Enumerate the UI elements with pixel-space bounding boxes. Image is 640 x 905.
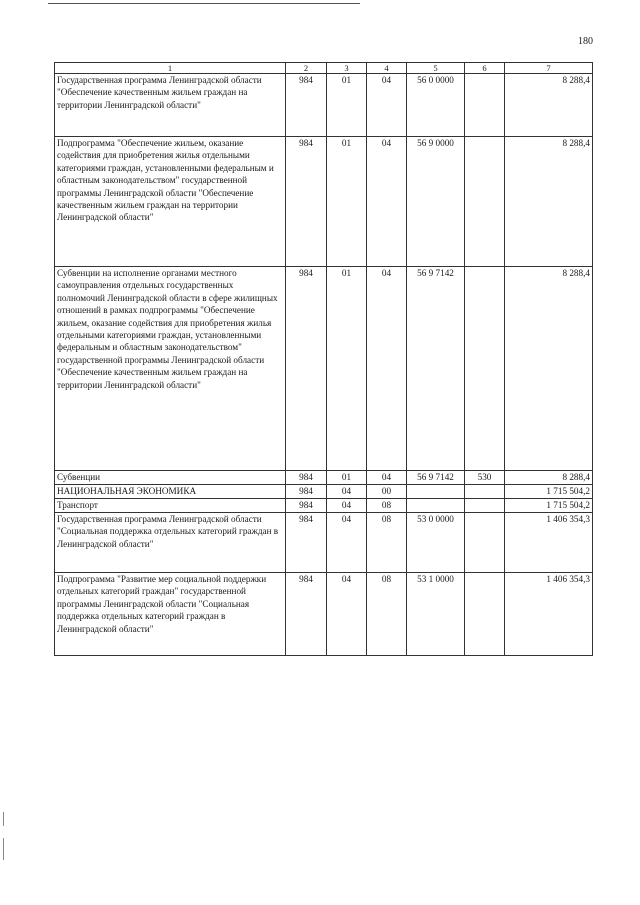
cell-section: 01 [327, 137, 367, 267]
table-row [55, 74, 593, 137]
cell-amount: 1 715 504,2 [505, 499, 593, 513]
cell-expense-type [465, 499, 505, 513]
cell-subsection: 04 [367, 137, 407, 267]
row-name: Государственная программа Ленинградской области "Социальная поддержка отдельных категорий граждан в Ленинградской области" [55, 513, 286, 573]
cell-expense-type [465, 573, 505, 656]
table-row [55, 513, 593, 573]
table-header-row [55, 63, 593, 74]
cell-amount: 1 715 504,2 [505, 485, 593, 499]
column-header: 6 [465, 63, 505, 74]
column-header: 7 [505, 63, 593, 74]
row-name: Государственная программа Ленинградской области "Обеспечение качественным жильем граждан на территории Ленинградской области" [55, 74, 286, 137]
table-row [55, 499, 593, 513]
cell-section: 01 [327, 74, 367, 137]
cell-target-article: 53 0 0000 [407, 513, 465, 573]
cell-ministry-code: 984 [286, 485, 327, 499]
cell-subsection: 08 [367, 499, 407, 513]
cell-amount: 8 288,4 [505, 137, 593, 267]
cell-target-article: 56 9 7142 [407, 471, 465, 485]
cell-target-article: 56 0 0000 [407, 74, 465, 137]
cell-ministry-code: 984 [286, 74, 327, 137]
row-name: Субвенции на исполнение органами местного самоуправления отдельных государственных полномочий Ленинградской области в сфере жилищных отношений в рамках подпрограммы "Обеспечение жильем, оказание содействия для приобретения жилья отдельными категориями граждан, установленными федеральным и областным законодательством" государственной программы Ленинградской области "Обеспечение качественным жильем граждан на территории Ленинградской области" [55, 267, 286, 471]
row-name: Субвенции [55, 471, 286, 485]
table-row [55, 485, 593, 499]
cell-ministry-code: 984 [286, 267, 327, 471]
cell-expense-type [465, 485, 505, 499]
cell-expense-type [465, 267, 505, 471]
cell-section: 04 [327, 499, 367, 513]
cell-section: 04 [327, 573, 367, 656]
cell-target-article: 53 1 0000 [407, 573, 465, 656]
column-header: 4 [367, 63, 407, 74]
column-header: 3 [327, 63, 367, 74]
cell-expense-type [465, 74, 505, 137]
cell-target-article: 56 9 0000 [407, 137, 465, 267]
top-rule [48, 3, 360, 4]
row-name: НАЦИОНАЛЬНАЯ ЭКОНОМИКА [55, 485, 286, 499]
cell-target-article [407, 485, 465, 499]
table-row [55, 573, 593, 656]
cell-ministry-code: 984 [286, 573, 327, 656]
cell-expense-type: 530 [465, 471, 505, 485]
budget-table [54, 62, 593, 656]
cell-ministry-code: 984 [286, 137, 327, 267]
page-number: 180 [578, 36, 593, 47]
cell-subsection: 08 [367, 513, 407, 573]
cell-amount: 8 288,4 [505, 74, 593, 137]
cell-section: 04 [327, 485, 367, 499]
cell-ministry-code: 984 [286, 513, 327, 573]
cell-amount: 8 288,4 [505, 267, 593, 471]
scan-mark [3, 812, 4, 826]
cell-subsection: 04 [367, 267, 407, 471]
cell-amount: 8 288,4 [505, 471, 593, 485]
cell-ministry-code: 984 [286, 499, 327, 513]
cell-section: 01 [327, 267, 367, 471]
cell-subsection: 08 [367, 573, 407, 656]
cell-expense-type [465, 137, 505, 267]
table-row [55, 471, 593, 485]
cell-ministry-code: 984 [286, 471, 327, 485]
row-name: Подпрограмма "Развитие мер социальной поддержки отдельных категорий граждан" государственной программы Ленинградской области "Социальная поддержка отдельных категорий граждан в Ленинградской области" [55, 573, 286, 656]
scan-mark [3, 838, 4, 860]
table-row [55, 137, 593, 267]
cell-subsection: 04 [367, 74, 407, 137]
row-name: Подпрограмма "Обеспечение жильем, оказание содействия для приобретения жилья отдельными категориями граждан, установленными федеральным и областным законодательством" государственной программы Ленинградской области "Обеспечение качественным жильем граждан на территории Ленинградской области" [55, 137, 286, 267]
column-header: 5 [407, 63, 465, 74]
cell-expense-type [465, 513, 505, 573]
cell-subsection: 00 [367, 485, 407, 499]
row-name: Транспорт [55, 499, 286, 513]
cell-section: 04 [327, 513, 367, 573]
cell-target-article: 56 9 7142 [407, 267, 465, 471]
cell-subsection: 04 [367, 471, 407, 485]
cell-amount: 1 406 354,3 [505, 513, 593, 573]
cell-target-article [407, 499, 465, 513]
column-header: 1 [55, 63, 286, 74]
cell-section: 01 [327, 471, 367, 485]
column-header: 2 [286, 63, 327, 74]
table-row [55, 267, 593, 471]
cell-amount: 1 406 354,3 [505, 573, 593, 656]
